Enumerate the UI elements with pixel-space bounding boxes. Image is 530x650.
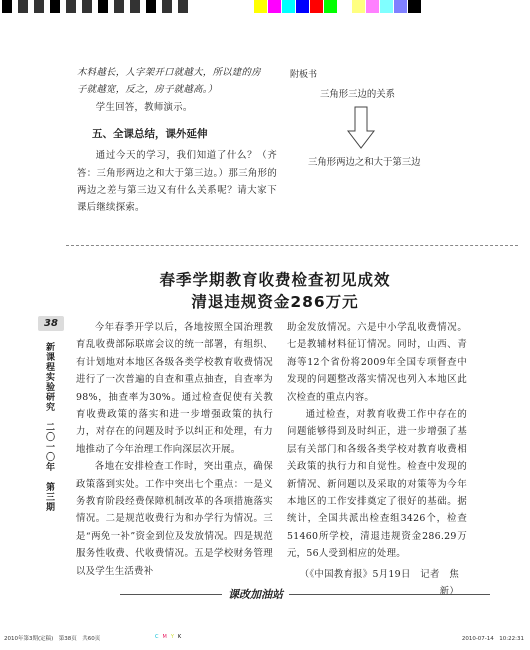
article-paragraph: 通过检查，对教育收费工作中存在的问题能够得到及时纠正，进一步增强了基层有关部门和各级各类学校对教育收费相关政策的执行力和自觉性。检查中发现的新情况、新问题以及采取的对策等为今年本地区的工作安排奠定了很好的基础。据统计，全国共派出检查组3426个，检查51460所学校，清退违规资金286.29万元，56人受到相应的处理。	[287, 409, 467, 560]
color-registration-blocks	[254, 0, 422, 13]
registration-block	[2, 0, 12, 13]
text-line: 子就越宽，反之，房子就越高。）	[77, 84, 218, 96]
color-patch	[380, 0, 393, 13]
upper-left-column	[77, 64, 277, 217]
page-number: 38	[44, 318, 58, 329]
footer-left: 2010年第3期(定稿) 第38页 共60页	[4, 636, 101, 642]
registration-block	[162, 0, 172, 13]
article-paragraph: 助金发放情况。六是中小学乱收费情况。七是教辅材料征订情况。同时，山西、青海等12个省份将2009年全国专项督查中发现的问题整改落实情况也列入本地区此次检查的重点内容。	[287, 322, 467, 403]
article-paragraph: 各地在安排检查工作时，突出重点，确保政策落到实处。工作中突出七个重点：一是义务教育阶段经费保障机制改革的各项措施落实情况。二是规范收费行为和办学行为情况。三是“两免一补”资金到位及发放情况。四是规范服务性收费、代收费情况。五是学校财务管理以及学生生活费补	[76, 461, 273, 577]
color-patch	[394, 0, 407, 13]
bottom-decor-line	[120, 594, 490, 595]
registration-block	[50, 0, 60, 13]
article-title-line-1: 春季学期教育收费检查初见成效	[159, 271, 391, 289]
text-line: 学生回答，教师演示。	[95, 101, 193, 113]
registration-block	[82, 0, 92, 13]
board-line-1: 三角形三边的关系	[320, 89, 396, 100]
registration-block	[98, 0, 108, 13]
registration-block	[34, 0, 44, 13]
color-patch	[408, 0, 421, 13]
registration-block	[18, 0, 28, 13]
article-title-line-2: 清退违规资金286万元	[191, 293, 359, 311]
board-section	[290, 64, 460, 174]
page-number-badge	[38, 316, 64, 331]
article-column-2	[287, 319, 467, 601]
color-patch	[338, 0, 351, 13]
color-patch	[324, 0, 337, 13]
board-line-2: 三角形两边之和大于第三边	[308, 157, 421, 168]
footer-color-marks: CMYK	[155, 634, 186, 640]
article-column-1	[76, 319, 273, 580]
color-patch	[352, 0, 365, 13]
color-patch	[268, 0, 281, 13]
article-paragraph: 今年春季开学以后，各地按照全国治理教育乱收费部际联席会议的统一部署，有组织、有计划地对本地区各级各类学校教育收费情况进行了一次普遍的自查和重点抽查，自查率为98%，抽查率为30%。通过检查促使有关教育收费政策的落实和进一步增强政策的执行力，对存在的问题及时予以纠正和处理，有力地推动了今年治理工作向深层次开展。	[76, 322, 273, 455]
color-patch	[254, 0, 267, 13]
registration-block	[146, 0, 156, 13]
registration-block	[66, 0, 76, 13]
footer-right: 2010-07-14 10:22:31	[461, 636, 524, 642]
color-patch	[282, 0, 295, 13]
color-registration-bar	[2, 0, 526, 13]
section-heading: 五、全课总结，课外延伸	[92, 128, 208, 141]
registration-block	[130, 0, 140, 13]
text-line: 木料越长，人字架开口就越大，所以建的房	[77, 67, 261, 78]
board-label: 附板书	[290, 70, 318, 80]
down-arrow-icon	[346, 106, 376, 150]
registration-block	[178, 0, 188, 13]
journal-sidebar: 新课程实验研究 二〇一〇年 第三期	[44, 342, 54, 512]
color-patch	[296, 0, 309, 13]
registration-block	[114, 0, 124, 13]
section-divider	[66, 245, 518, 246]
color-patch	[366, 0, 379, 13]
bottom-slogan: 课改加油站	[222, 586, 289, 602]
black-registration-blocks	[2, 0, 194, 13]
color-patch	[310, 0, 323, 13]
summary-paragraph: 通过今天的学习，我们知道了什么？（齐答：三角形两边之和大于第三边。）那三角形的两边之差与第三边又有什么关系呢？请大家下课后继续探索。	[77, 150, 277, 214]
article-source: （《中国教育报》5月19日 记者 焦新）	[299, 568, 459, 598]
